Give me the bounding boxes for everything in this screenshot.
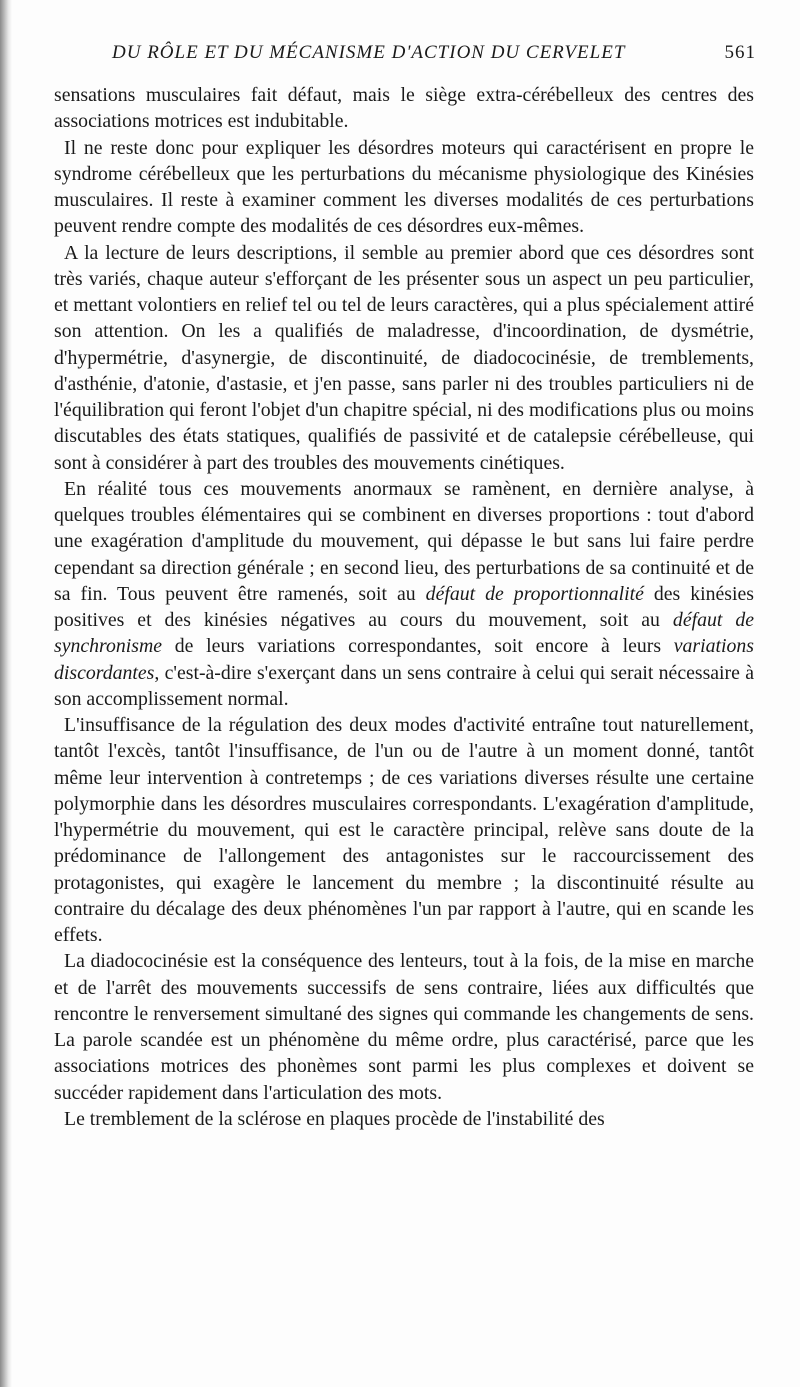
page-binding-edge [0,0,12,1387]
page-header [112,42,756,70]
paragraph-3: A la lecture de leurs descriptions, il semble au premier abord que ces désordres sont très variés, chaque auteur s'efforçant de les présenter sous un aspect un peu particulier, et mettant volontiers en relief tel ou tel de leurs caractères, qui a plus spécialement attiré son attention. On les a qualifiés de maladresse, d'incoordination, de dysmétrie, d'hypermétrie, d'asynergie, de discontinuité, de diadococinésie, de tremblements, d'asthénie, d'atonie, d'astasie, et j'en passe, sans parler ni des troubles particuliers ni de l'équilibration qui feront l'objet d'un chapitre spécial, ni des modifications plus ou moins discutables des états statiques, qualifiés de passivité et de catalepsie cérébelleuse, qui sont à considérer à part des troubles des mouvements cinétiques. [54,241,754,474]
running-title: DU RÔLE ET DU MÉCANISME D'ACTION DU CERVELET [112,42,626,63]
paragraph-6: La diadococinésie est la conséquence des lenteurs, tout à la fois, de la mise en marche et de l'arrêt des mouvements successifs de sens contraire, liées aux difficultés que rencontre le renversement simultané des signes qui commande les changements de sens. La parole scandée est un phénomène du même ordre, plus caractérisé, parce que les associations motrices des phonèmes sont parmi les plus complexes et doivent se succéder rapidement dans l'articulation des mots. [54,950,754,1104]
paragraph-2: Il ne reste donc pour expliquer les désordres moteurs qui caractérisent en propre le syndrome cérébelleux que les perturbations du mécanisme physiologique des Kinésies musculaires. Il reste à examiner comment les diverses modalités de ces perturbations peuvent rendre compte des modalités de ces désordres eux-mêmes. [54,136,754,238]
paragraph-4-text-b: des kinésies positives et des kinésies négatives au cours du mouvement, soit au [54,582,754,631]
paragraph-7: Le tremblement de la sclérose en plaques procède de l'instabilité des [64,1107,605,1130]
emphasis-synchronism: défaut de synchronisme [54,609,755,658]
emphasis-proportionality: défaut de proportionnalité [425,582,644,605]
paragraph-4-text-d: , c'est-à-dire s'exerçant dans un sens contraire à celui qui serait nécessaire à son accomplissement normal. [54,661,754,710]
emphasis-discordant-variations: variations discordantes [54,635,754,684]
page-number: 561 [724,42,756,63]
paragraph-4 [54,476,754,712]
body-text [54,82,754,1132]
paragraph-4-text-a: En réalité tous ces mouvements anormaux se ramènent, en dernière analyse, à quelques troubles élémentaires qui se combinent en diverses proportions : tout d'abord une exagération d'amplitude du mouvement, qui dépasse le but sans lui faire perdre cependant sa direction générale ; en second lieu, des perturbations de sa continuité et de sa fin. Tous peuvent être ramenés, soit au [54,477,754,605]
paragraph-5: L'insuffisance de la régulation des deux modes d'activité entraîne tout naturellement, tantôt l'excès, tantôt l'insuffisance, de l'un ou de l'autre à un moment donné, tantôt même leur intervention à contretemps ; de ces variations diverses résulte une certaine polymorphie dans les désordres musculaires correspondants. L'exagération d'amplitude, l'hypermétrie du mouvement, qui est le caractère principal, relève sans doute de la prédominance de l'allongement des antagonistes sur le raccourcissement des protagonistes, qui exagère le lancement du membre ; la discontinuité résulte au contraire du décalage des deux phénomènes l'un par rapport à l'autre, qui en scande les effets. [54,714,754,946]
paragraph-1: sensations musculaires fait défaut, mais le siège extra-cérébelleux des centres des associations motrices est indubitable. [54,84,754,133]
paragraph-4-text-c: de leurs variations correspondantes, soit encore à leurs [162,635,674,658]
